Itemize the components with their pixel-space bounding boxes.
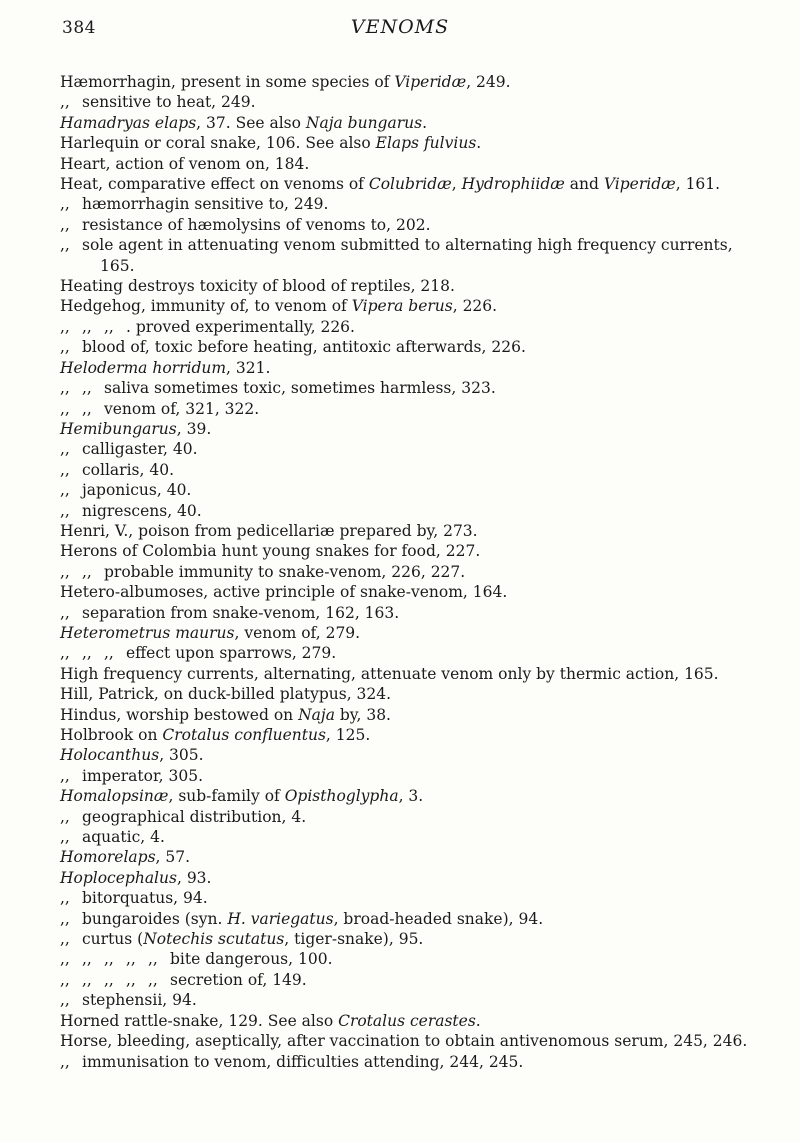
index-entry: ,, ,, ,, effect upon sparrows, 279. <box>60 644 337 663</box>
index-entry: ,, ,, ,, . proved experimentally, 226. <box>60 317 355 336</box>
index-entry: Harlequin or coral snake, 106. See also Elaps fulvius. <box>60 134 482 153</box>
index-entry: ,, sole agent in attenuating venom submitted to alternating high frequency currents, <box>60 236 733 255</box>
index-entry: ,, separation from snake-venom, 162, 163. <box>60 603 400 622</box>
index-entry: ,, collaris, 40. <box>60 460 174 479</box>
index-entry: ,, nigrescens, 40. <box>60 501 202 520</box>
index-entry: Holbrook on Crotalus confluentus, 125. <box>60 726 371 744</box>
index-entry: ,, ,, ,, ,, ,, bite dangerous, 100. <box>60 950 333 969</box>
index-entry: Heat, comparative effect on venoms of Colubridæ, Hydrophiidæ and Viperidæ, 161. <box>60 175 721 194</box>
index-entry: Hetero-albumoses, active principle of snake-venom, 164. <box>60 583 508 602</box>
index-entry: ,, calligaster, 40. <box>60 440 198 459</box>
index-entry: ,, hæmorrhagin sensitive to, 249. <box>60 195 329 214</box>
index-entry: Homorelaps, 57. <box>60 848 191 867</box>
index-entry: ,, ,, venom of, 321, 322. <box>60 399 260 418</box>
index-entry: ,, bitorquatus, 94. <box>60 889 208 908</box>
running-title: VENOMS <box>350 16 450 38</box>
index-entry: ,, imperator, 305. <box>60 766 204 785</box>
index-entry: ,, japonicus, 40. <box>60 481 192 500</box>
index-entry: Heart, action of venom on, 184. <box>60 154 310 173</box>
index-entry: ,, ,, saliva sometimes toxic, sometimes harmless, 323. <box>60 379 496 398</box>
index-entry: ,, stephensii, 94. <box>60 991 197 1010</box>
index-entry: 165. <box>100 256 135 275</box>
index-entry: Hindus, worship bestowed on Naja by, 38. <box>60 705 391 724</box>
index-entry: Henri, V., poison from pedicellariæ prepared by, 273. <box>60 521 478 540</box>
index-entry: ,, blood of, toxic before heating, antitoxic afterwards, 226. <box>60 338 526 357</box>
index-entry: ,, sensitive to heat, 249. <box>60 93 256 112</box>
index-entry: Hæmorrhagin, present in some species of Viperidæ, 249. <box>60 73 511 91</box>
index-entry: ,, resistance of hæmolysins of venoms to, 202. <box>60 215 431 234</box>
index-entry: Horse, bleeding, aseptically, after vaccination to obtain antivenomous serum, 245, 246. <box>60 1032 748 1051</box>
index-entry: Hedgehog, immunity of, to venom of Vipera berus, 226. <box>60 297 498 316</box>
index-entry: High frequency currents, alternating, attenuate venom only by thermic action, 165. <box>60 664 719 683</box>
index-entry: ,, ,, probable immunity to snake-venom, 226, 227. <box>60 562 466 581</box>
index-entry: ,, curtus (Notechis scutatus, tiger-snake), 95. <box>60 930 424 949</box>
page-number: 384 <box>62 18 96 38</box>
index-entry: Holocanthus, 305. <box>60 746 204 765</box>
index-entry: ,, aquatic, 4. <box>60 828 165 847</box>
index-entry: Hamadryas elaps, 37. See also Naja bungarus. <box>60 113 428 132</box>
index-entry: Heterometrus maurus, venom of, 279. <box>60 623 361 642</box>
index-entry: ,, immunisation to venom, difficulties attending, 244, 245. <box>60 1052 524 1071</box>
index-entry: Hill, Patrick, on duck-billed platypus, 324. <box>60 685 392 704</box>
index-list <box>60 72 795 1072</box>
index-entry: Herons of Colombia hunt young snakes for food, 227. <box>60 542 481 561</box>
index-entry: Heloderma horridum, 321. <box>60 358 271 377</box>
index-entry: ,, bungaroides (syn. H. variegatus, broad-headed snake), 94. <box>60 909 544 928</box>
index-entry: ,, geographical distribution, 4. <box>60 807 307 826</box>
index-entry: Horned rattle-snake, 129. See also Crotalus cerastes. <box>60 1011 481 1030</box>
index-entry: Heating destroys toxicity of blood of reptiles, 218. <box>60 277 455 296</box>
index-entry: Homalopsinæ, sub-family of Opisthoglypha, 3. <box>60 787 424 806</box>
index-entry: Hoplocephalus, 93. <box>60 868 212 887</box>
index-entry: Hemibungarus, 39. <box>60 419 212 438</box>
index-entry: ,, ,, ,, ,, ,, secretion of, 149. <box>60 970 307 989</box>
